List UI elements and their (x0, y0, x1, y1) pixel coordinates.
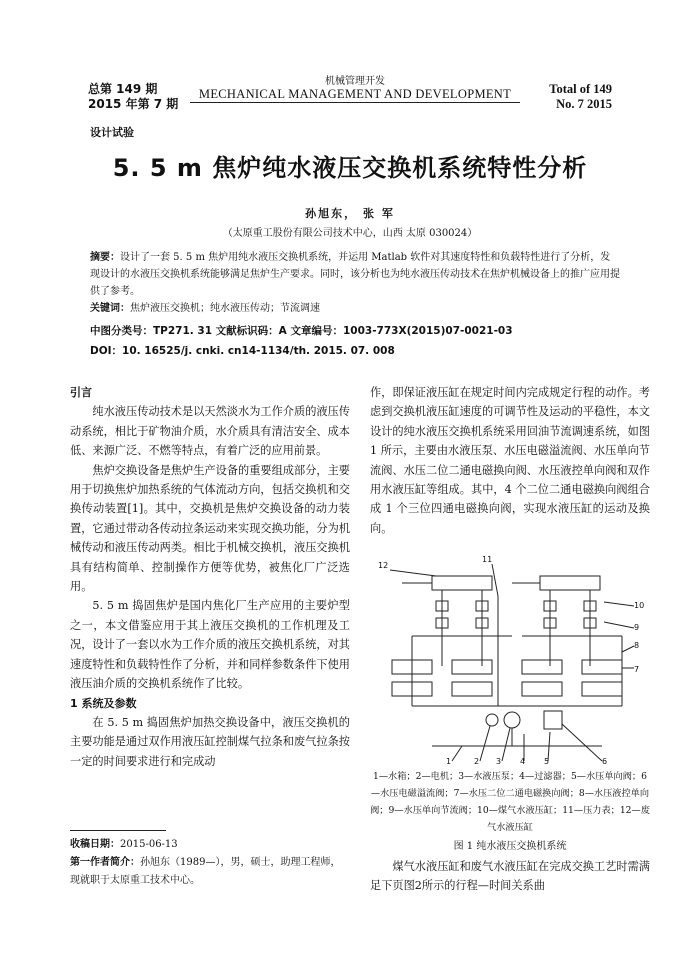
issue-total-en: Total of 149 (549, 82, 612, 96)
received-label: 收稿日期： (70, 839, 120, 850)
right-column-bottom (370, 857, 650, 896)
figure-label-11: 11 (482, 556, 493, 564)
keywords-text: 焦炉液压交换机；纯水液压传动；节流调速 (130, 303, 320, 314)
author-bio: 孙旭东（1989—），男，硕士，助理工程师，现就职于太原重工技术中心。 (70, 857, 341, 886)
relief-valve (544, 711, 562, 729)
header-rule (190, 102, 520, 103)
figure-label-10: 10 (634, 601, 645, 610)
abstract (90, 249, 620, 317)
intro-heading: 引言 (70, 386, 92, 399)
doi-line: DOI：10. 16525/j. cnki. cn14-1134/th. 2015. 07. 008 (90, 345, 395, 357)
left-column (70, 383, 350, 771)
figure-label-2: 2 (474, 757, 480, 766)
abstract-text: 设计了一套 5. 5 m 焦炉用纯水液压交换机系统，并运用 Matlab 软件对其速度特性和负载特性进行了分析，发现设计的水液压交换机系统能够满足焦炉生产要求。同时，该分析也为纯水液压传动技术在焦炉机械设备上的推广应用提供了参考。 (90, 252, 620, 297)
figure-caption: 1—水箱；2—电机；3—水液压泵；4—过滤器；5—水压单向阀；6—水压电磁溢流阀；7—水压二位二通电磁换向阀；8—水压液控单向阀；9—水压单向节流阀；10—煤气水液压缸；11—压力表；12—废气水液压缸 (370, 771, 650, 833)
footnote-rule (70, 830, 166, 831)
author-bio-label: 第一作者简介： (70, 857, 140, 868)
section-1-paragraph: 在 5. 5 m 捣固焦炉加热交换设备中，液压交换机的主要功能是通过双作用液压缸控制煤气拉条和废气拉条按一定的时间要求进行和完成动 (70, 715, 350, 768)
pump (504, 712, 520, 728)
footnote-author (70, 854, 350, 890)
issue-number-en: No. 7 2015 (556, 97, 612, 111)
figure-label-1: 1 (446, 757, 452, 766)
intro-paragraph-3: 5. 5 m 捣固焦炉是国内焦化厂生产应用的主要炉型之一，本文借鉴应用于其上液压交换机的工作机理及工况，设计了一套以水为工作介质的液压交换机系统，对其速度特性和负载特性作了分析，并和同样参数条件下使用液压油介质的交换机系统作了比较。 (70, 599, 350, 691)
keywords-label: 关键词： (90, 303, 130, 314)
intro-paragraph-1: 纯水液压传动技术是以天然淡水为工作介质的液压传动系统，相比于矿物油介质，水介质具有清洁安全、成本低、来源广泛、不燃等特点，有着广泛的应用前景。 (70, 405, 350, 458)
right-paragraph-2: 煤气水液压缸和废气水液压缸在完成交换工艺时需满足下页图2所示的行程—时间关系曲 (370, 860, 650, 893)
figure-title: 图 1 纯水液压交换机系统 (453, 841, 567, 852)
hydraulic-system-figure (372, 556, 648, 766)
paper-title: 5. 5 m 焦炉纯水液压交换机系统特性分析 (112, 154, 588, 182)
motor (486, 714, 498, 726)
classification-line: 中图分类号：TP271. 31 文献标识码：A 文章编号：1003-773X(2015)07-0021-03 (90, 325, 513, 337)
issue-total: 总第 149 期 (88, 82, 158, 96)
received-date: 2015-06-13 (120, 839, 178, 850)
figure-label-9: 9 (634, 623, 640, 632)
affiliation: （太原重工股份有限公司技术中心，山西 太原 030024） (222, 228, 478, 239)
waste-gas-cylinder (432, 576, 492, 590)
coal-gas-cylinder (540, 576, 600, 590)
journal-title (190, 72, 520, 102)
section-tag: 设计试验 (90, 126, 134, 139)
issue-info-en (549, 82, 612, 112)
section-1-heading: 1 系统及参数 (70, 696, 137, 710)
figure-label-8: 8 (634, 641, 640, 650)
figure-label-5: 5 (544, 757, 550, 766)
footnote-received (70, 836, 350, 854)
issue-year: 2015 年第 7 期 (88, 97, 179, 111)
journal-title-en: MECHANICAL MANAGEMENT AND DEVELOPMENT (198, 87, 512, 101)
intro-paragraph-2: 焦炉交换设备是焦炉生产设备的重要组成部分，主要用于切换焦炉加热系统的气体流动方向，包括交换机和交换传动装置[1]。其中，交换机是焦炉交换设备的动力装置，它通过带动各传动拉条运动来实现交换功能，分为机械传动和液压传动两类。相比于机械交换机，液压交换机具有结构简单、控制操作方便等优势，被焦化厂广泛选用。 (70, 463, 350, 594)
right-column-top (370, 383, 650, 538)
figure-label-3: 3 (496, 757, 502, 766)
issue-info (88, 82, 178, 112)
right-paragraph-1: 作，即保证液压缸在规定时间内完成规定行程的动作。考虑到交换机液压缸速度的可调节性及运动的平稳性，本文设计的纯水液压交换机系统采用回油节流调速系统，如图 1 所示，主要由水液压泵、水压电磁溢流阀、水压单向节流阀、水压二位二通电磁换向阀、水压液控单向阀和双作用水液压缸等组成。其中，4 个二位二通电磁换向阀组合成 1 个三位四通电磁换向阀，实现水液压缸的运动及换向。 (370, 386, 650, 535)
abstract-label: 摘要： (90, 252, 120, 263)
authors: 孙旭东， 张 军 (305, 207, 395, 220)
figure-label-7: 7 (634, 665, 640, 674)
figure-label-12: 12 (378, 561, 389, 570)
figure-label-4: 4 (520, 757, 526, 766)
journal-title-cn: 机械管理开发 (325, 76, 385, 87)
figure-label-6: 6 (602, 757, 608, 766)
